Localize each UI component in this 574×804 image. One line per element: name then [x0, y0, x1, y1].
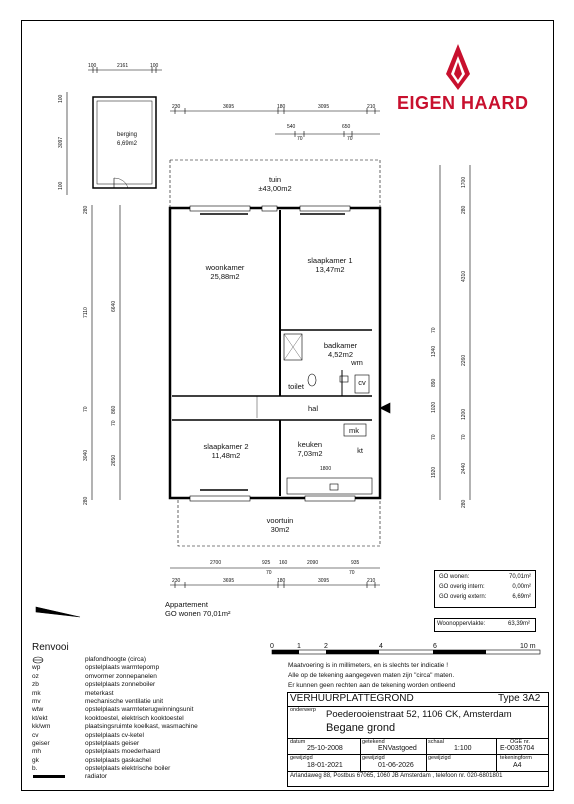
room-slaapkamer1 — [300, 256, 360, 274]
tb-floor: Begane grond — [326, 722, 396, 734]
dim-right-3: 4310 — [461, 270, 467, 282]
apartment-go: GO wonen 70,01m² — [165, 609, 231, 618]
legend-code: oz — [32, 672, 39, 680]
dim-top-1: 230 — [172, 104, 181, 110]
legend-desc: opstelplaats warmtepomp — [85, 664, 160, 672]
label-hal: hal — [307, 404, 318, 413]
tb-getekend: ENVastgoed — [378, 745, 417, 752]
legend-desc: opstelplaats zonneboiler — [85, 681, 156, 689]
go-label: GO overig intern: — [439, 584, 485, 590]
room-slaapkamer1-name: slaapkamer 1 — [307, 256, 353, 265]
dim-right-1: 1700 — [461, 176, 467, 188]
room-berging-name: berging — [116, 132, 137, 138]
dim-right-11: 70 — [461, 434, 467, 440]
room-voortuin-name: voortuin — [266, 516, 294, 525]
tb-gewijzigd1: 18-01-2021 — [307, 762, 343, 769]
room-keuken-name: keuken — [297, 440, 323, 449]
dim-top-4: 3095 — [318, 104, 330, 110]
room-berging — [107, 131, 147, 149]
room-badkamer-name: badkamer — [323, 341, 358, 350]
tb-line — [287, 706, 549, 707]
scale-label-6: 6 — [433, 643, 437, 650]
dim-bottom-1: 2700 — [210, 560, 222, 566]
legend-desc: opstelplaats cv-ketel — [85, 731, 144, 739]
dim-left-4: 70 — [83, 406, 89, 412]
legend-code: gk — [32, 756, 39, 764]
legend-item — [32, 740, 198, 748]
dim-top-3: 180 — [277, 104, 286, 110]
scale-label-4: 4 — [379, 643, 383, 650]
legend-desc: kooktoestel, elektrisch kooktoestel — [85, 714, 184, 722]
legend-code: mv — [32, 697, 41, 705]
dim-right-8: 1020 — [431, 401, 437, 413]
scale-label-10: 10 m — [520, 643, 536, 650]
dim-right-2: 280 — [461, 205, 467, 214]
legend-code: mk — [32, 689, 41, 697]
legend-code: mh — [32, 748, 42, 756]
legend-item — [32, 765, 198, 773]
legend-code: kk/wm — [32, 723, 51, 731]
dim-berging-3: 100 — [150, 63, 159, 69]
dim-bottom2-2: 3695 — [223, 578, 235, 584]
room-woonkamer-name: woonkamer — [205, 263, 245, 272]
room-badkamer-area: 4,52m2 — [327, 350, 354, 359]
tb-formaat: A4 — [513, 762, 522, 769]
dim-left-5: 860 — [111, 405, 117, 414]
legend-desc: opstelplaats geiser — [85, 739, 140, 747]
legend-item — [32, 757, 198, 765]
legend-desc: meterkast — [85, 689, 114, 697]
dim-top2-4: 70 — [347, 136, 353, 142]
label-toilet: toilet — [288, 382, 304, 391]
room-tuin — [245, 175, 305, 193]
legend-code: wtw — [32, 706, 44, 714]
note-3: Er kunnen geen rechten aan de tekening worden ontleend — [288, 682, 456, 689]
tb-address: Poederooienstraat 52, 1106 CK, Amsterdam — [326, 709, 512, 720]
legend-item — [32, 656, 198, 664]
room-slaapkamer2 — [196, 442, 256, 460]
label-wm: wm — [351, 358, 363, 367]
dim-bottom2-1: 230 — [172, 578, 181, 584]
room-woonkamer — [195, 263, 255, 281]
legend-desc: omvormer zonnepanelen — [85, 672, 157, 680]
dim-bottom-3: 160 — [279, 560, 288, 566]
scale-bar — [270, 640, 550, 660]
room-tuin-name: tuin — [268, 175, 282, 184]
room-slaapkamer1-area: 13,47m2 — [315, 265, 345, 274]
dim-top2-2: 70 — [297, 136, 303, 142]
legend-desc: opstelplaats gaskachel — [85, 756, 151, 764]
room-badkamer — [318, 341, 363, 359]
dim-left-2: 7110 — [83, 307, 89, 318]
tb-sep — [360, 738, 361, 771]
legend-title: Renvooi — [32, 642, 69, 653]
dim-left-8: 2650 — [111, 454, 117, 466]
legend-item — [32, 681, 198, 689]
apartment-summary — [165, 600, 230, 618]
dim-berging-2: 2161 — [117, 63, 129, 69]
room-tuin-area: ±43,00m2 — [258, 184, 292, 193]
tb-getekend-label: getekend — [362, 739, 385, 745]
tb-title: VERHUURPLATTEGROND — [290, 693, 414, 704]
legend-code: kt/ekt — [32, 714, 48, 722]
dim-right-10: 70 — [431, 434, 437, 440]
dim-left-7: 3040 — [83, 449, 89, 461]
legend-item — [32, 773, 198, 781]
go-table — [436, 572, 534, 602]
logo-text: EIGEN HAARD — [397, 93, 529, 113]
dim-bottom2-3: 180 — [277, 578, 286, 584]
label-cv: cv — [358, 378, 366, 387]
tb-oge-label: OGE nr. — [510, 739, 530, 745]
dim-bottom-4: 2090 — [307, 560, 319, 566]
dim-left-1: 280 — [83, 205, 89, 214]
tb-schaal: 1:100 — [454, 745, 472, 752]
dim-left-3: 6640 — [111, 300, 117, 312]
legend-desc: mechanische ventilatie unit — [85, 697, 164, 705]
scale-label-2: 2 — [324, 643, 328, 650]
tb-onderwerp-label: onderwerp — [290, 707, 316, 713]
tb-gewijzigd2: 01-06-2026 — [378, 762, 414, 769]
dim-bottom-7: 70 — [349, 570, 355, 576]
scale-label-1: 1 — [297, 643, 301, 650]
legend-code: cv — [32, 731, 39, 739]
tb-gewijzigd1-label: gewijzigd — [290, 755, 313, 761]
ceiling-height-icon — [32, 656, 85, 664]
dim-right-6: 2260 — [461, 354, 467, 366]
dim-kitchen: 1800 — [320, 466, 332, 472]
dim-right-14: 280 — [461, 499, 467, 508]
legend-code: zb — [32, 681, 39, 689]
legend-desc: opstelplaats warmteterugwinningsunit — [85, 706, 194, 714]
scale-label-0: 0 — [270, 643, 274, 650]
dim-bottom-6: 70 — [266, 570, 272, 576]
legend-item — [32, 715, 198, 723]
legend-item — [32, 732, 198, 740]
tb-oge: E-0035704 — [500, 745, 535, 752]
label-kt: kt — [357, 446, 363, 455]
legend-list — [32, 656, 198, 782]
legend-item — [32, 698, 198, 706]
tb-gewijzigd3-label: gewijzigd — [428, 755, 451, 761]
tb-datum-label: datum — [290, 739, 306, 745]
radiator-icon — [32, 773, 85, 781]
tb-footer: Arlandaweg 88, Postbus 67065, 1060 JB Amsterdam , telefoon nr. 020-6801801 — [290, 773, 503, 779]
legend-item — [32, 723, 198, 731]
go-value: 70,01m² — [508, 574, 531, 580]
dim-top2-3: 650 — [342, 124, 351, 130]
tb-sep — [426, 738, 427, 771]
room-woonkamer-area: 25,88m2 — [210, 272, 240, 281]
dim-left-outer-1: 100 — [58, 94, 64, 103]
dim-right-13: 2440 — [461, 462, 467, 474]
tb-datum: 25-10-2008 — [307, 745, 343, 752]
room-voortuin-area: 30m2 — [270, 525, 290, 534]
legend-desc: opstelplaats moederhaard — [85, 748, 161, 756]
tb-formaat-label: tekeningform — [500, 755, 532, 761]
tb-type: Type 3A2 — [498, 693, 541, 704]
go-value: 6,69m² — [512, 594, 531, 600]
dim-right-4: 1340 — [431, 345, 437, 357]
room-keuken-area: 7,03m2 — [297, 449, 323, 458]
dim-left-outer-2: 3097 — [58, 136, 64, 148]
tb-gewijzigd2-label: gewijzigd — [362, 755, 385, 761]
woonopp-label: Woonoppervlakte: — [437, 621, 486, 627]
go-label: GO wonen: — [439, 574, 470, 580]
go-value: 0,00m² — [512, 584, 531, 590]
dim-bottom2-4: 3095 — [318, 578, 330, 584]
dim-right-7: 890 — [431, 378, 437, 387]
dim-bottom-5: 935 — [351, 560, 360, 566]
woonopp-value: 63,39m² — [508, 621, 531, 627]
room-slaapkamer2-area: 11,48m2 — [211, 451, 241, 460]
legend-desc: opstelplaats elektrische boiler — [85, 765, 171, 773]
legend-code: geiser — [32, 739, 50, 747]
dim-left-9: 280 — [83, 496, 89, 505]
dim-top-2: 3695 — [223, 104, 235, 110]
dim-right-5: 70 — [431, 327, 437, 333]
dim-right-9: 1200 — [461, 408, 467, 420]
dim-left-outer-3: 100 — [58, 181, 64, 190]
legend-desc: plafondhoogte (circa) — [85, 656, 147, 663]
legend-item — [32, 664, 198, 672]
room-voortuin — [255, 516, 305, 534]
room-keuken — [290, 440, 330, 458]
note-2: Alle op de tekening aangegeven maten zijn "circa" maten. — [288, 672, 455, 679]
legend-item — [32, 748, 198, 756]
label-mk: mk — [349, 426, 359, 435]
legend-code: wp — [32, 664, 41, 672]
go-label: GO overig extern: — [439, 594, 487, 600]
dim-bottom-2: 925 — [262, 560, 271, 566]
room-slaapkamer2-name: slaapkamer 2 — [203, 442, 249, 451]
note-1: Maatvoering is in millimeters, en is slechts ter indicatie ! — [288, 662, 449, 669]
dim-left-6: 70 — [111, 420, 117, 426]
dim-berging-1: 100 — [88, 63, 97, 69]
legend-desc: radiator — [85, 773, 108, 781]
legend-desc: plaatsingsruimte koelkast, wasmachine — [85, 723, 198, 731]
legend-item — [32, 706, 198, 714]
dim-right-12: 1920 — [431, 466, 437, 478]
apartment-title: Appartement — [165, 600, 208, 609]
tb-schaal-label: schaal — [428, 739, 444, 745]
legend-item — [32, 690, 198, 698]
legend-item — [32, 673, 198, 681]
dim-top2-1: 540 — [287, 124, 296, 130]
room-berging-area: 6,69m2 — [116, 141, 137, 147]
legend-code: b. — [32, 765, 38, 773]
dim-top-5: 210 — [367, 104, 376, 110]
dim-bottom2-5: 210 — [367, 578, 376, 584]
tb-sep — [496, 738, 497, 771]
tb-line — [287, 771, 549, 772]
